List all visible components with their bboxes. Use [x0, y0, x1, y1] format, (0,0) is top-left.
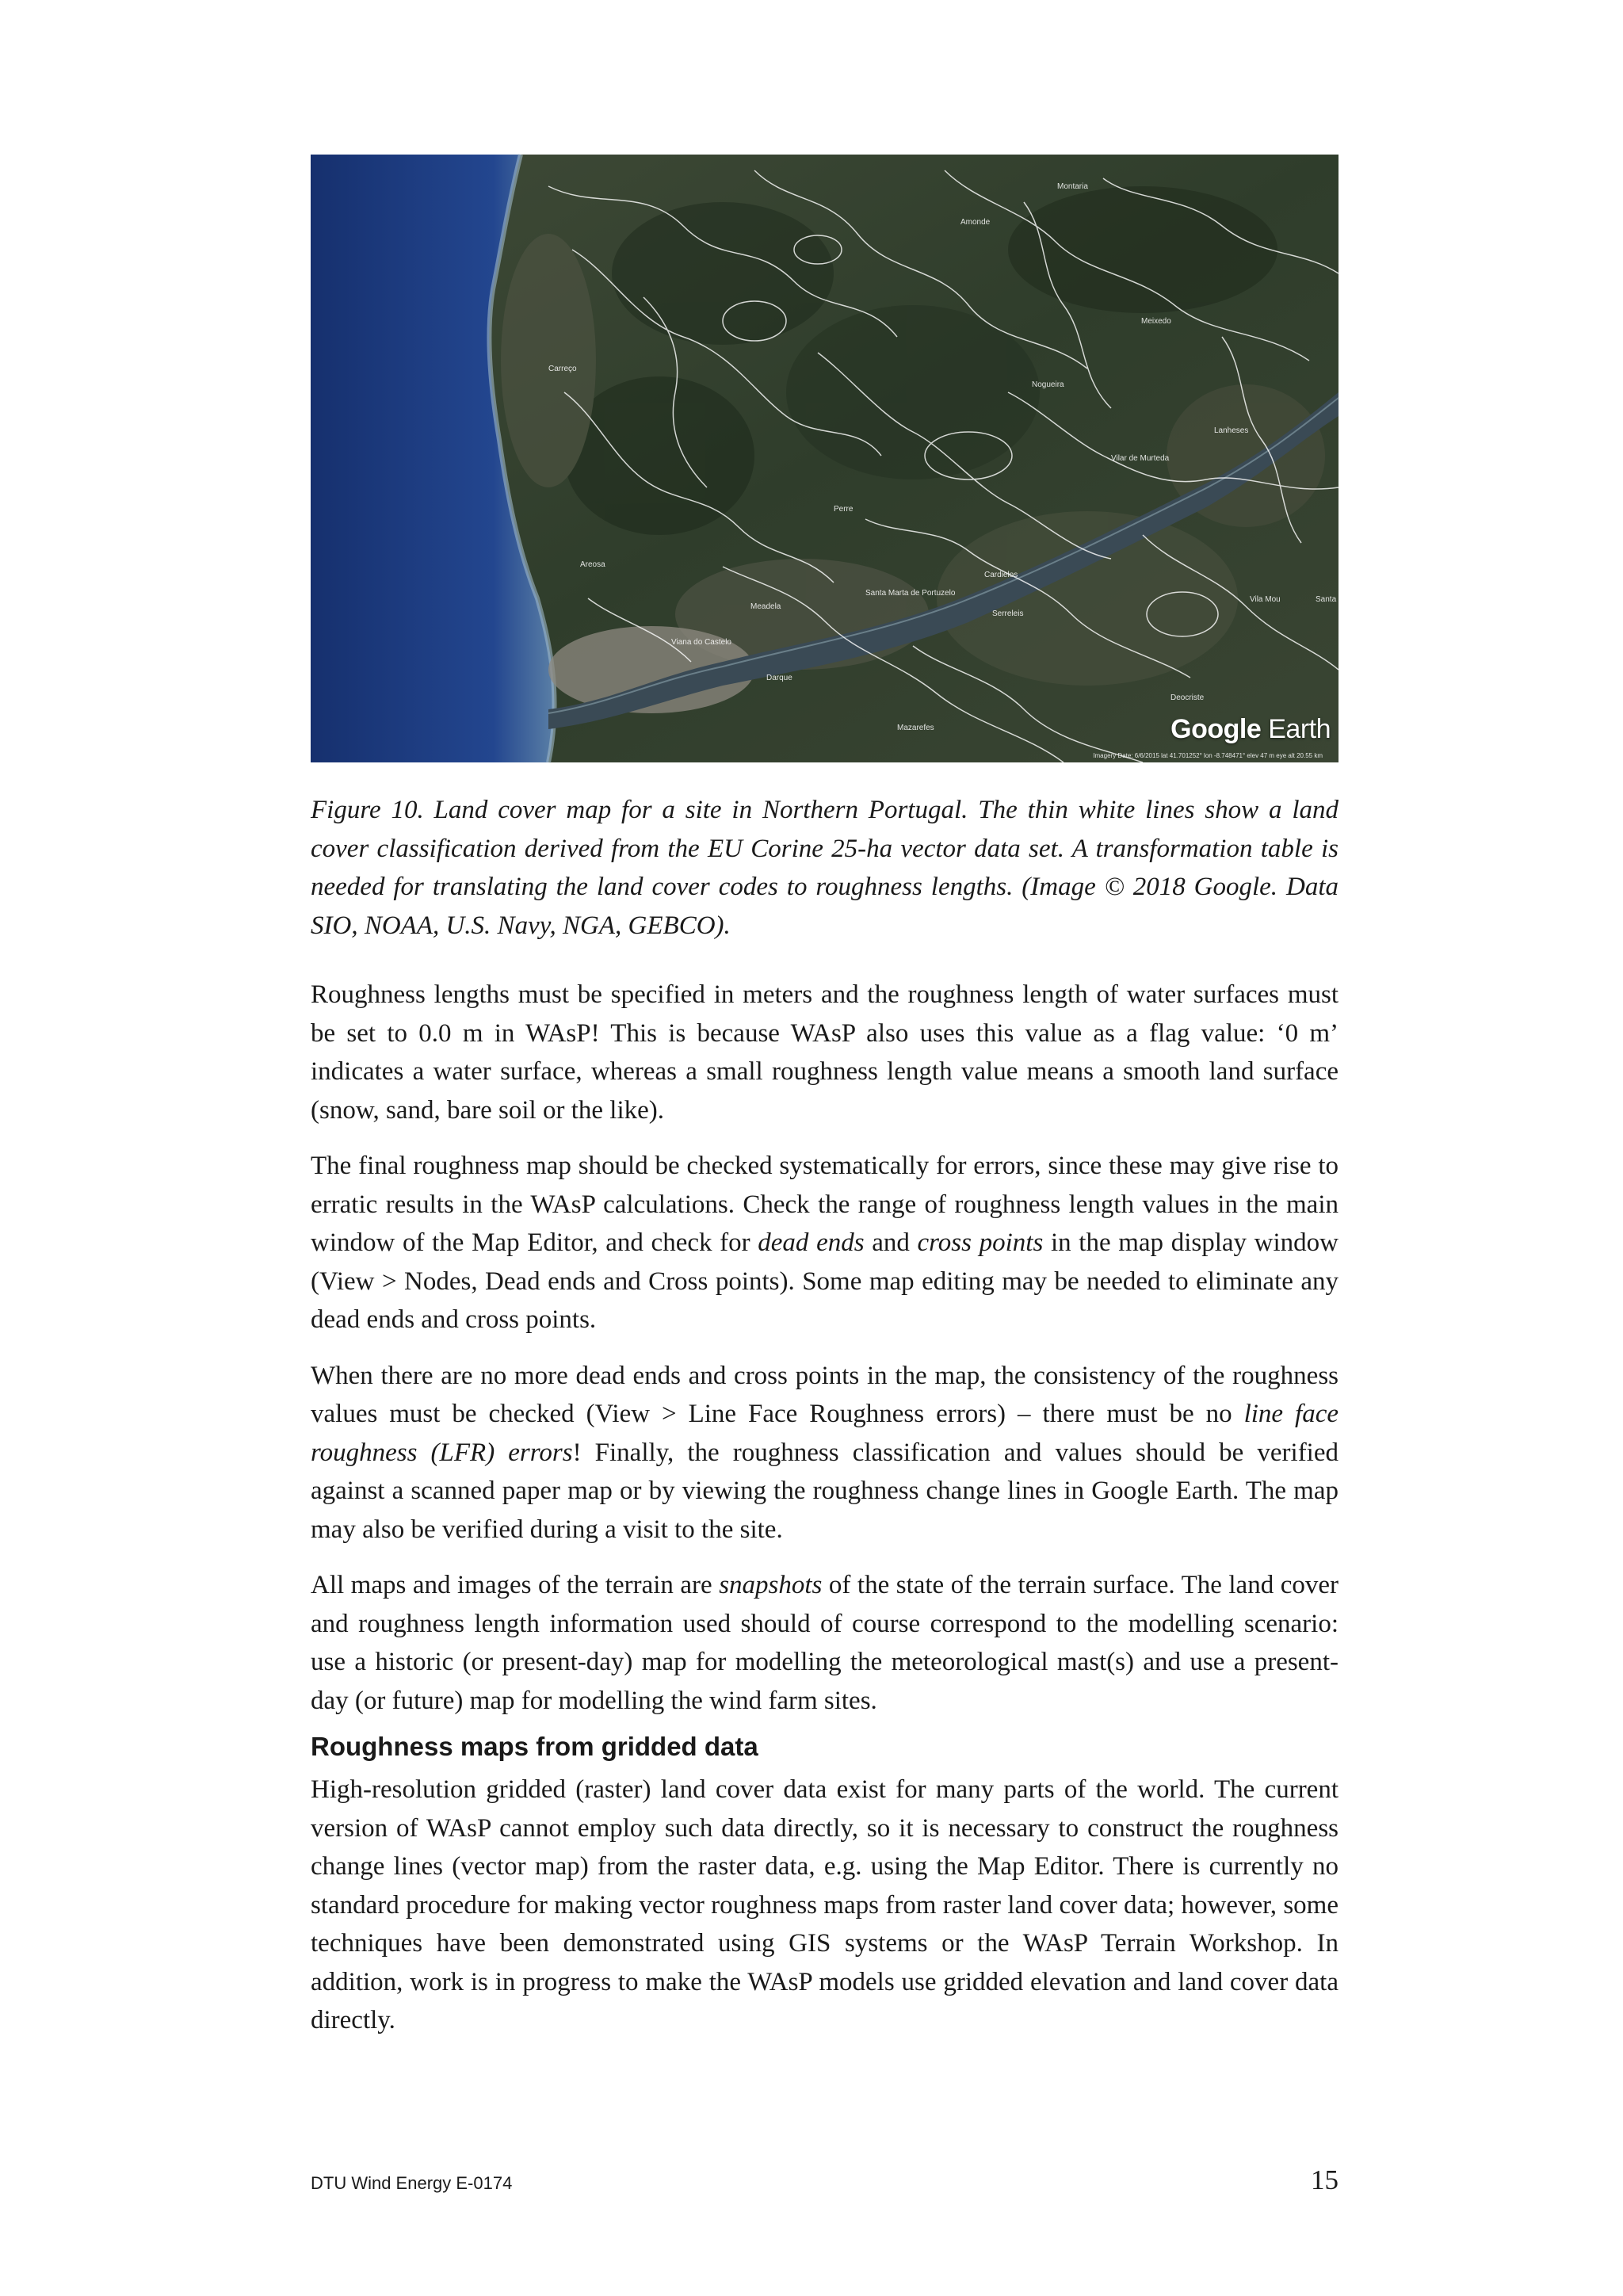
- map-label: Areosa: [580, 560, 605, 569]
- paragraph-map-checking: The final roughness map should be checked systematically for errors, since these may give rise to erratic results in the WAsP calculations. Check the range of roughness length values in the main window of the Map Editor, and check for dead ends and cross points in the map display window (View > Nodes, Dead ends and Cross points). Some map editing may be needed to eliminate any dead ends and cross points.: [311, 1152, 1339, 1334]
- google-earth-logo: Google Earth: [1170, 714, 1331, 744]
- map-label: Vila Mou: [1250, 595, 1281, 604]
- paragraph-roughness-units: Roughness lengths must be specified in meters and the roughness length of water surfaces must be set to 0.0 m in WAsP! This is because WAsP also uses this value as a flag value: ‘0 m’ indicates a water surface, whereas a small roughness length value means a smooth land surface (snow, sand, bare soil or the like).: [311, 980, 1338, 1125]
- section-heading: Roughness maps from gridded data: [311, 1732, 758, 1761]
- map-label: Deocriste: [1170, 693, 1205, 702]
- map-label: Carreço: [548, 365, 577, 373]
- map-label: Nogueira: [1032, 380, 1064, 389]
- map-label: Lanheses: [1214, 426, 1249, 435]
- paragraph-snapshots: All maps and images of the terrain are snapshots of the state of the terrain surface. The land cover and roughness length information used should of course correspond to the modelling scenario: use a historic (or present-day) map for modelling the meteorological mast(s) and use a present-day (or future) map for modelling the wind farm sites.: [311, 1571, 1338, 1715]
- map-label: Vilar de Murteda: [1111, 454, 1170, 463]
- emphasis-cross-points: cross points: [917, 1228, 1044, 1257]
- figure-caption: Figure 10. Land cover map for a site in Northern Portugal. The thin white lines show a land cover classification derived from the EU Corine 25-ha vector data set. A transformation table is needed for translating the land cover codes to roughness lengths. (Image © 2018 Google. Data SIO, NOAA, U.S. Navy, NGA, GEBCO).: [311, 796, 1338, 940]
- map-label: Amonde: [960, 218, 991, 227]
- paragraph-gridded-data: High-resolution gridded (raster) land cover data exist for many parts of the world. The current version of WAsP cannot employ such data directly, so it is necessary to construct the roughness change lines (vector map) from the raster data, e.g. using the Map Editor. There is currently no standard procedure for making vector roughness maps from raster land cover data; however, some techniques have been demonstrated using GIS systems or the WAsP Terrain Workshop. In addition, work is in progress to make the WAsP models use gridded elevation and land cover data directly.: [311, 1775, 1338, 2034]
- map-label: Serreleis: [992, 609, 1024, 618]
- map-label: Santa M: [1316, 595, 1346, 604]
- document-body: [311, 791, 1338, 2040]
- paragraph-lfr-errors: When there are no more dead ends and cross points in the map, the consistency of the roughness values must be checked (View > Line Face Roughness errors) – there must be no line face roughness (LFR) errors! Finally, the roughness classification and values should be verified against a scanned paper map or by viewing the roughness change lines in Google Earth. The map may also be verified during a visit to the site.: [311, 1361, 1338, 1544]
- emphasis-lfr-errors: line face roughness (LFR) errors: [311, 1400, 1338, 1467]
- emphasis-dead-ends: dead ends: [758, 1228, 865, 1257]
- map-label: Darque: [766, 674, 792, 682]
- imagery-attribution: Imagery Date: 6/6/2015 lat 41.701252° lon -8.748471° elev 47 m eye alt 20.55 km: [1093, 752, 1323, 759]
- page-number: 15: [1311, 2164, 1338, 2195]
- map-label: Montaria: [1057, 182, 1088, 191]
- map-label: Perre: [834, 505, 854, 514]
- map-label: Mazarefes: [897, 724, 934, 732]
- map-label: Santa Marta de Portuzelo: [865, 589, 956, 598]
- map-label: Viana do Castelo: [671, 638, 731, 647]
- footer-report-id: DTU Wind Energy E-0174: [311, 2173, 513, 2193]
- figure-land-cover-map: [311, 155, 1346, 762]
- emphasis-snapshots: snapshots: [719, 1571, 823, 1599]
- map-label: Meadela: [750, 602, 781, 611]
- map-label: Meixedo: [1141, 317, 1171, 326]
- satellite-map-graphic: [311, 155, 1338, 762]
- map-label: Cardielos: [984, 571, 1018, 579]
